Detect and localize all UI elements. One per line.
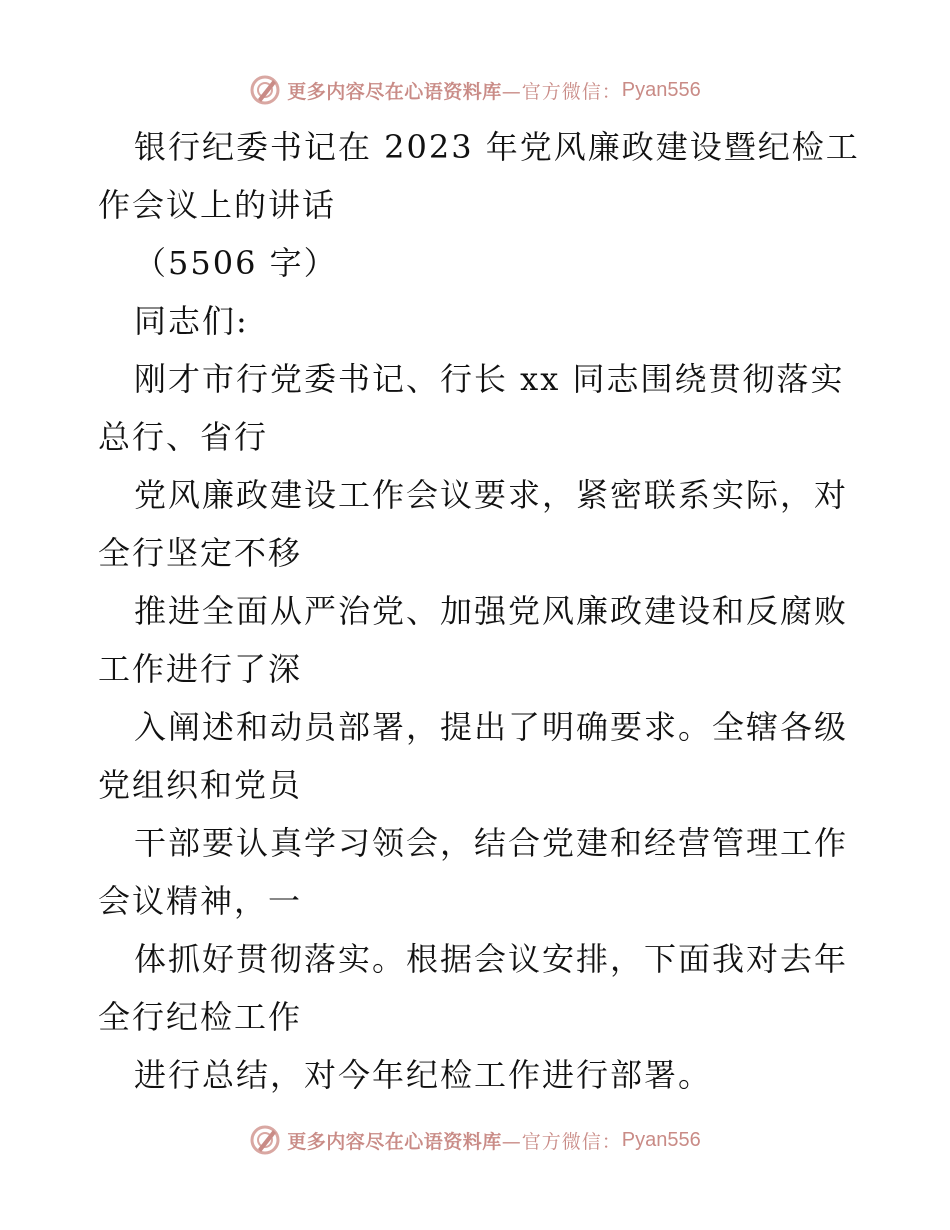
body-line-wrap: 会议精神，一 [98, 882, 303, 920]
pen-logo-icon [249, 74, 281, 106]
salutation: 同志们: [134, 302, 249, 340]
body-line-wrap: 全行坚定不移 [98, 534, 303, 572]
body-line-wrap: 工作进行了深 [98, 650, 303, 688]
watermark-main-text: 更多内容尽在心语资料库 [287, 80, 502, 103]
watermark-sub-text: —官方微信： [501, 80, 622, 103]
pen-logo-icon [249, 1124, 281, 1156]
word-count: （5506 字） [134, 244, 338, 282]
watermark-main-text: 更多内容尽在心语资料库 [287, 1130, 502, 1153]
body-line: 刚才市行党委书记、行长 xx 同志围绕贯彻落实 [134, 360, 845, 398]
body-line-wrap: 党组织和党员 [98, 766, 303, 804]
document-title-line-1: 银行纪委书记在 2023 年党风廉政建设暨纪检工 [134, 128, 860, 166]
closing-line: 进行总结，对今年纪检工作进行部署。 [134, 1056, 713, 1094]
document-body [98, 118, 858, 1104]
body-line: 入阐述和动员部署，提出了明确要求。全辖各级 [134, 708, 849, 746]
body-line: 干部要认真学习领会，结合党建和经营管理工作 [134, 824, 849, 862]
watermark-id-text: Pyan556 [621, 1128, 701, 1151]
watermark-sub-text: —官方微信： [501, 1130, 622, 1153]
document-title-line-2: 作会议上的讲话 [98, 186, 337, 224]
body-line: 党风廉政建设工作会议要求，紧密联系实际，对 [134, 476, 849, 514]
body-line-wrap: 全行纪检工作 [98, 998, 303, 1036]
watermark-footer [0, 1120, 950, 1160]
body-line-wrap: 总行、省行 [98, 418, 269, 456]
watermark-header [0, 70, 950, 110]
watermark-id-text: Pyan556 [621, 78, 701, 101]
body-line: 推进全面从严治党、加强党风廉政建设和反腐败 [134, 592, 849, 630]
body-line: 体抓好贯彻落实。根据会议安排，下面我对去年 [134, 940, 849, 978]
